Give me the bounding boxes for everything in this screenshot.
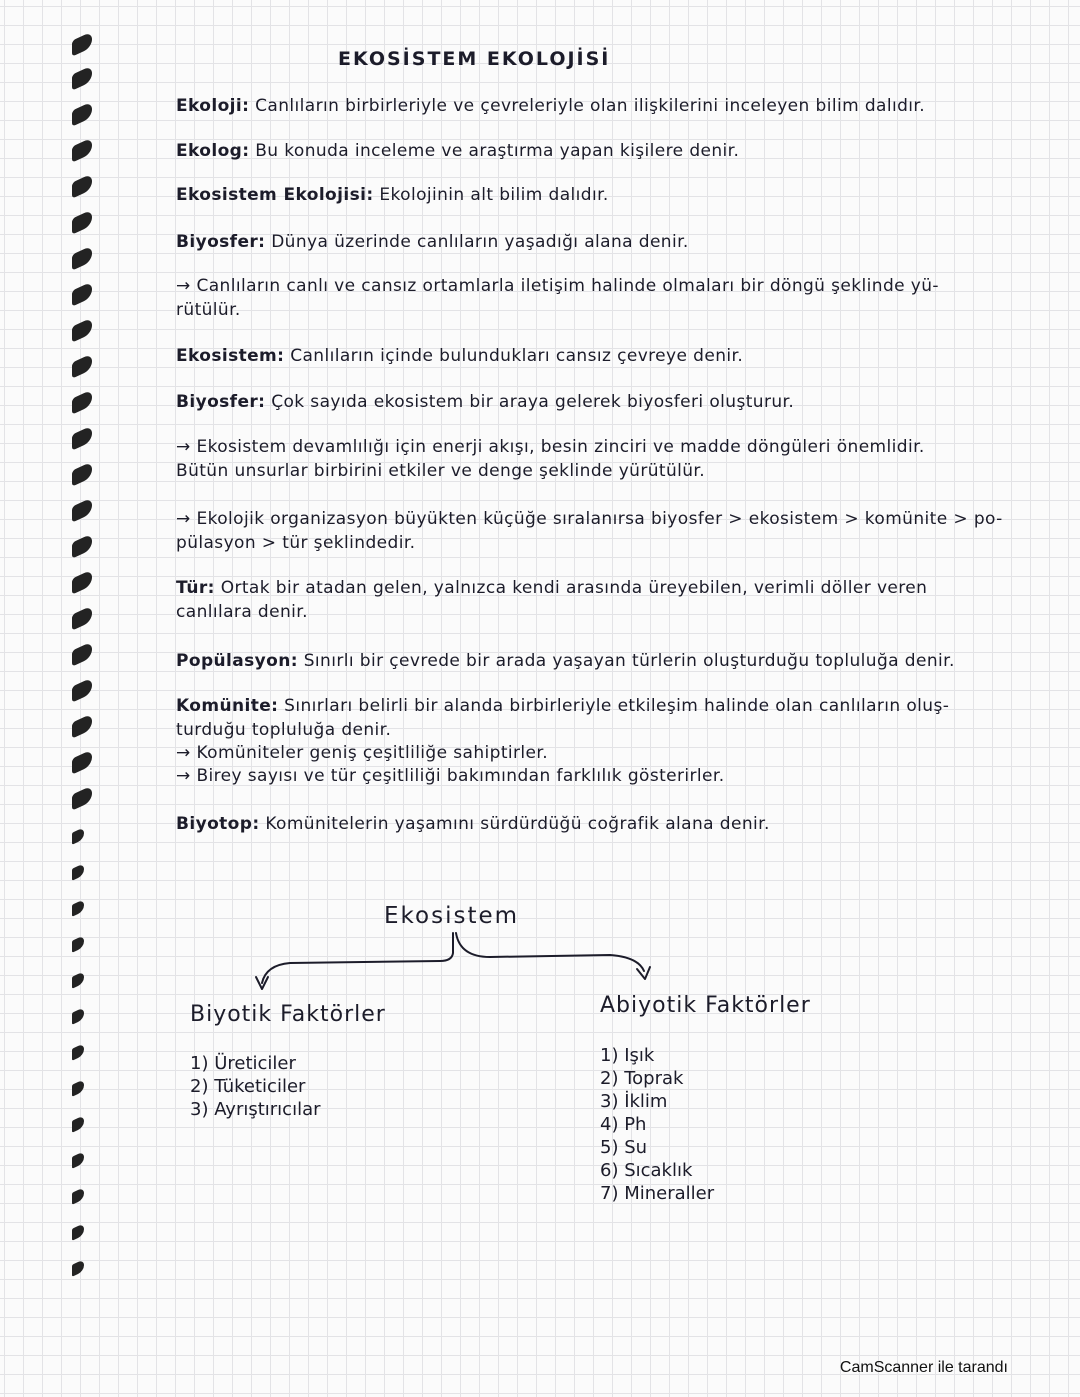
note-line: → Canlıların canlı ve cansız ortamlarla iletişim halinde olmaları bir döngü şeklinde yü- <box>176 276 939 296</box>
list-item: 3) İklim <box>600 1091 668 1112</box>
term: Ekolog: <box>176 141 250 161</box>
note-line: pülasyon > tür şeklindedir. <box>176 533 416 553</box>
branch-right <box>456 933 644 971</box>
note-line: turduğu topluluğa denir. <box>176 720 392 740</box>
term: Ekosistem: <box>176 346 285 366</box>
definition-text: Ortak bir atadan gelen, yalnızca kendi arasında üreyebilen, verimli döller veren <box>220 578 928 598</box>
definition-ecosystem <box>176 346 743 366</box>
list-item: 5) Su <box>600 1137 648 1158</box>
definition-text: Komünitelerin yaşamını sürdürdüğü coğrafik alana denir. <box>265 814 770 834</box>
note-line: Bütün unsurlar birbirini etkiler ve denge şeklinde yürütülür. <box>176 461 706 481</box>
term: Ekoloji: <box>176 96 250 116</box>
term: Ekosistem Ekolojisi: <box>176 185 374 205</box>
list-item: 7) Mineraller <box>600 1183 715 1204</box>
definition-text: Sınırları belirli bir alanda birbirleriyle etkileşim halinde olan canlıların oluş- <box>284 696 950 716</box>
term: Biyosfer: <box>176 232 266 252</box>
term: Biyosfer: <box>176 392 266 412</box>
list-item: 6) Sıcaklık <box>600 1160 693 1181</box>
definition-text: Sınırlı bir çevrede bir arada yaşayan türlerin oluşturduğu topluluğa denir. <box>303 651 955 671</box>
definition-ecologist <box>176 141 739 161</box>
definition-ecosystem-ecology <box>176 185 609 205</box>
definition-biosphere <box>176 232 689 252</box>
definition-ecology <box>176 96 925 116</box>
definition-text: Çok sayıda ekosistem bir araya gelerek biyosferi oluşturur. <box>271 392 795 412</box>
abiotic-factors-title: Abiyotik Faktörler <box>600 993 811 1018</box>
scanner-watermark: CamScanner ile tarandı <box>839 1359 1008 1376</box>
term: Tür: <box>176 578 215 598</box>
list-item: 2) Toprak <box>600 1068 684 1089</box>
definition-text: Canlıların birbirleriyle ve çevreleriyle olan ilişkilerini inceleyen bilim dalıdır. <box>255 96 926 116</box>
definition-biotope <box>176 814 770 834</box>
biotic-factors-list <box>190 1052 321 1121</box>
definition-community <box>176 696 949 716</box>
definition-population <box>176 651 955 671</box>
list-item: 1) Üreticiler <box>190 1053 296 1074</box>
list-item: 1) Işık <box>600 1045 655 1066</box>
definition-text: Bu konuda inceleme ve araştırma yapan kişilere denir. <box>255 141 740 161</box>
note-line: → Ekolojik organizasyon büyükten küçüğe sıralanırsa biyosfer > ekosistem > komünite > po- <box>176 509 1003 529</box>
note-line: → Birey sayısı ve tür çeşitliliği bakımından farklılık gösterirler. <box>176 766 725 786</box>
biotic-factors-title: Biyotik Faktörler <box>190 1002 386 1027</box>
definition-text: Dünya üzerinde canlıların yaşadığı alana denir. <box>271 232 689 252</box>
note-line: → Ekosistem devamlılığı için enerji akışı, besin zinciri ve madde döngüleri önemlidir. <box>176 437 925 457</box>
abiotic-factors-list <box>600 1044 714 1205</box>
term: Biyotop: <box>176 814 260 834</box>
diagram-root: Ekosistem <box>384 903 520 929</box>
definition-text: Ekolojinin alt bilim dalıdır. <box>379 185 609 205</box>
branch-left <box>262 933 453 983</box>
list-item: 3) Ayrıştırıcılar <box>190 1099 321 1120</box>
spiral-binding <box>72 10 98 1290</box>
note-line: canlılara denir. <box>176 602 308 622</box>
note-line: → Komüniteler geniş çeşitliliğe sahiptirler. <box>176 743 549 763</box>
term: Komünite: <box>176 696 279 716</box>
note-line: rütülür. <box>176 300 241 320</box>
list-item: 2) Tüketiciler <box>190 1076 306 1097</box>
definition-species <box>176 578 927 598</box>
definition-biosphere-2 <box>176 392 794 412</box>
list-item: 4) Ph <box>600 1114 647 1135</box>
term: Popülasyon: <box>176 651 298 671</box>
page-title: EKOSİSTEM EKOLOJİSİ <box>338 48 611 70</box>
definition-text: Canlıların içinde bulundukları cansız çevreye denir. <box>290 346 744 366</box>
